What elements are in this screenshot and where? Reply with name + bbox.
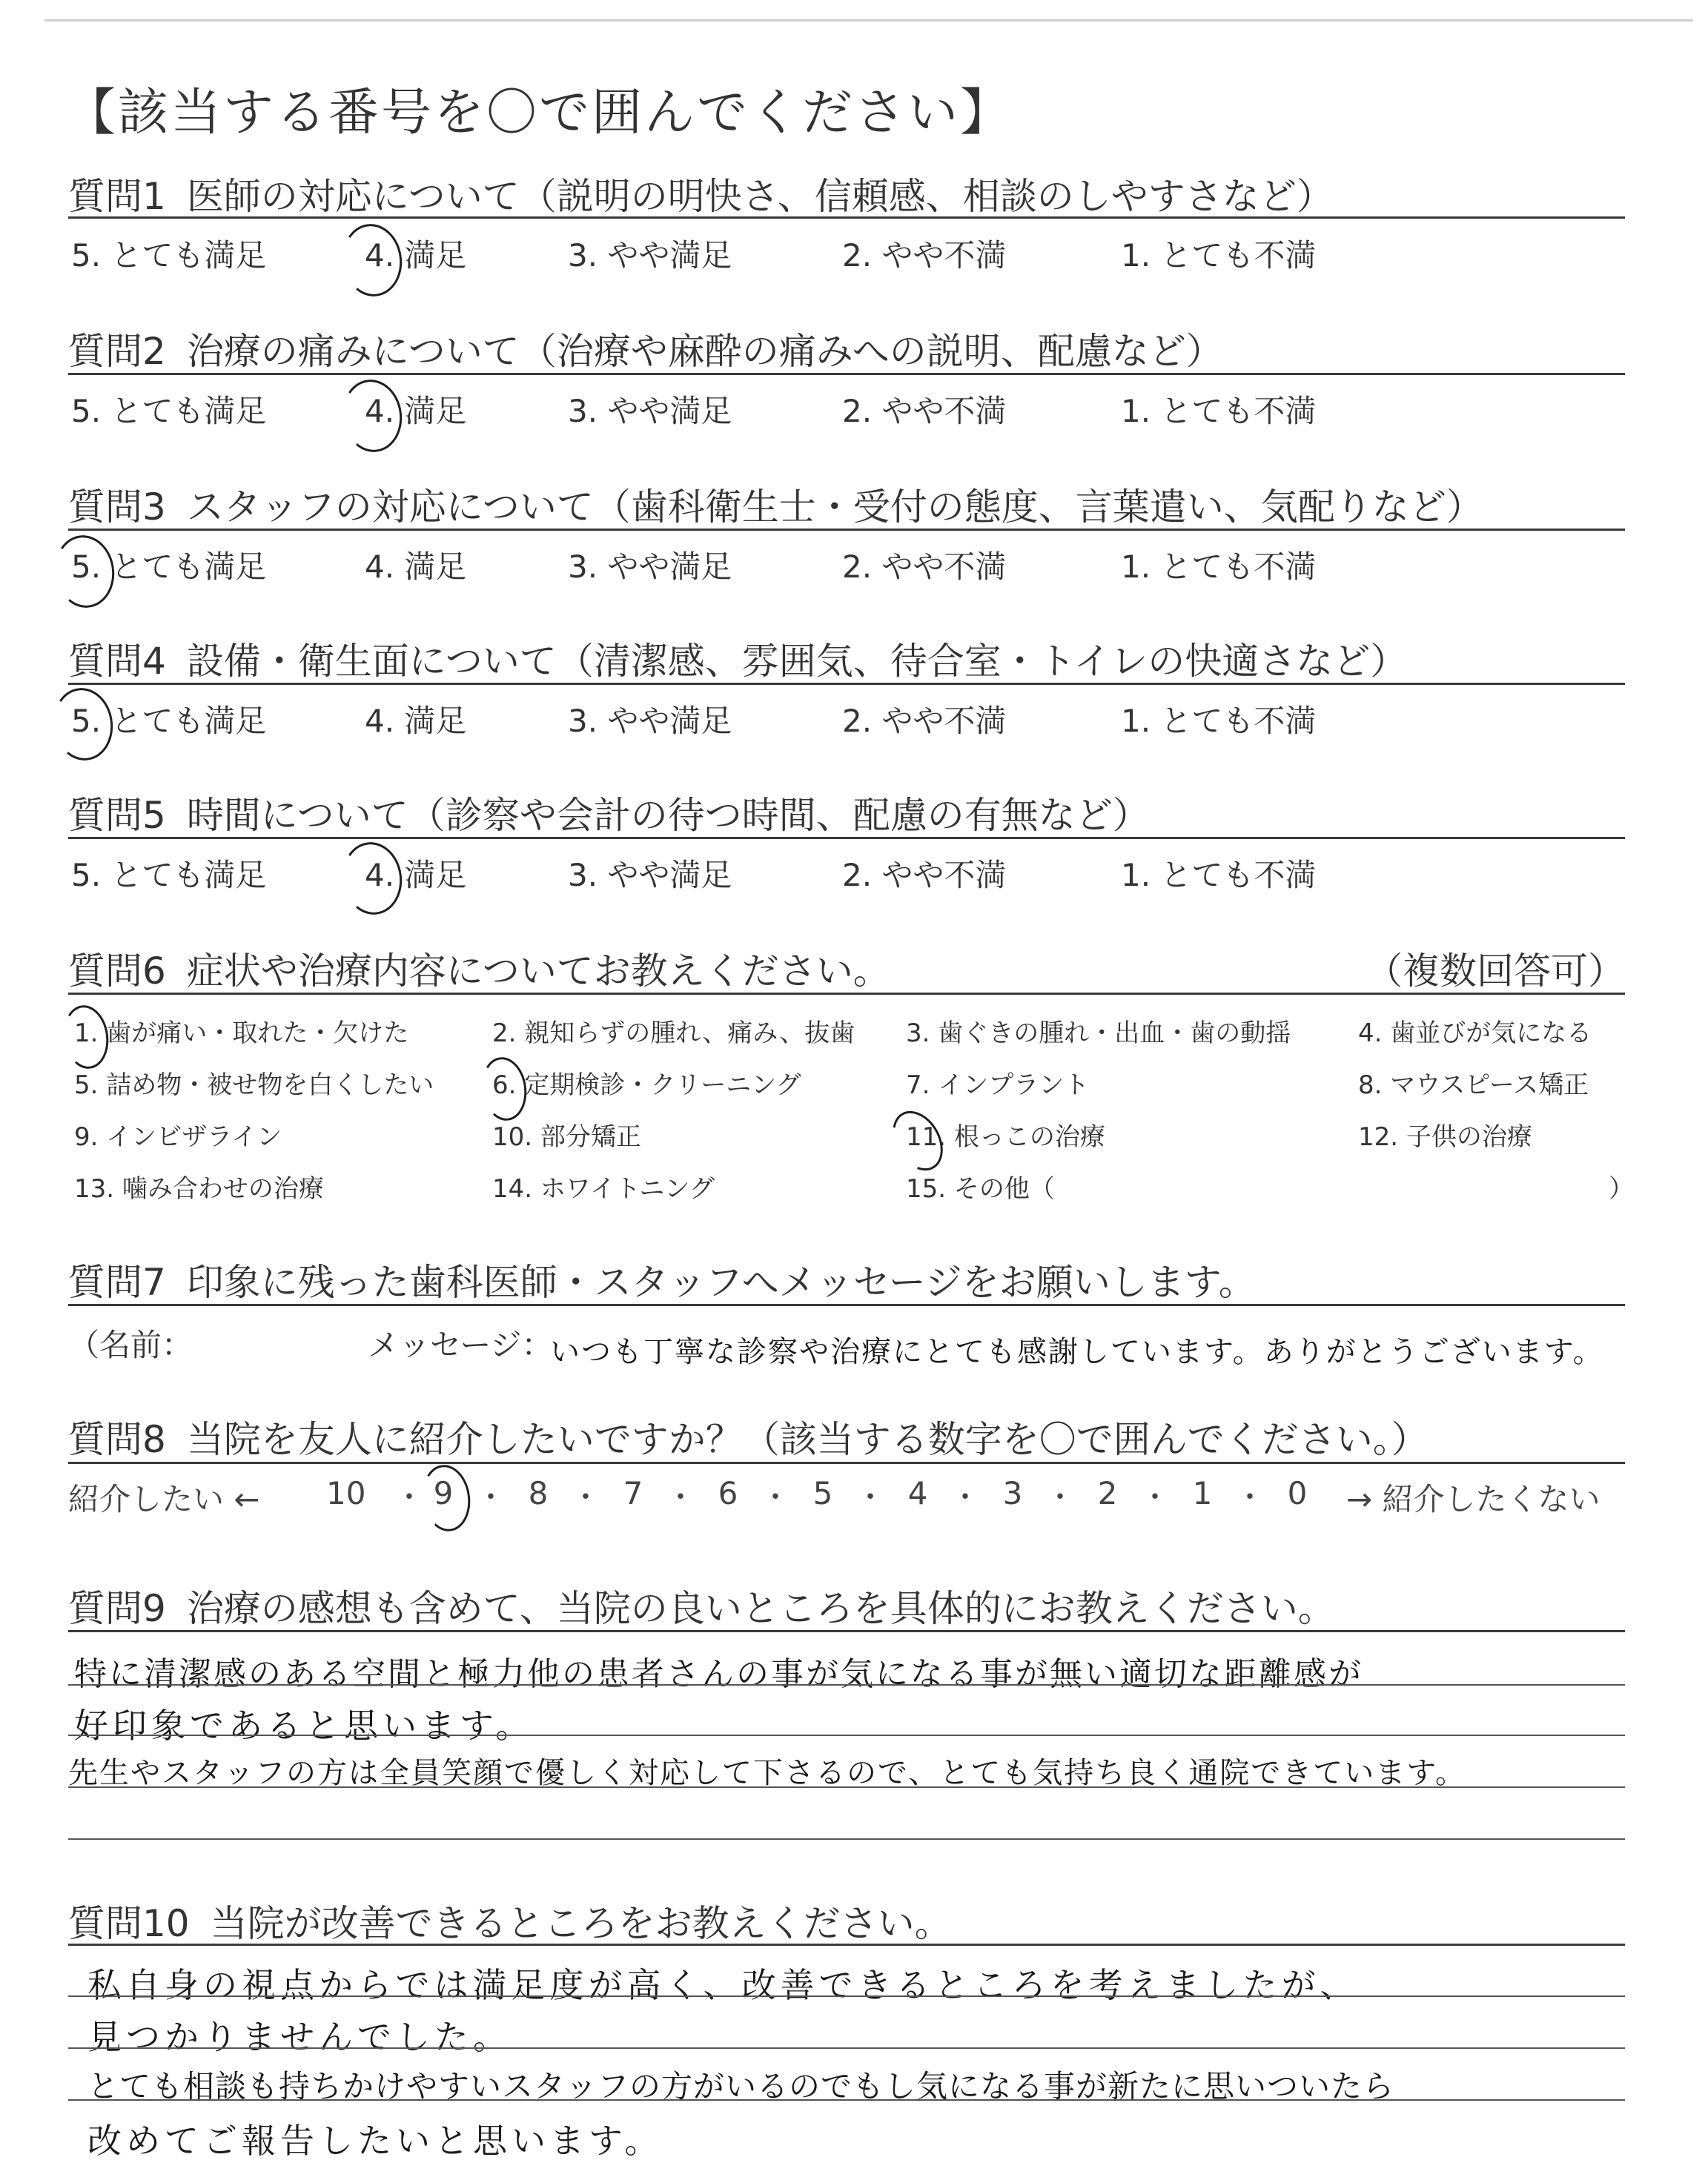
- q4-option-4[interactable]: 4. 満足: [365, 703, 467, 739]
- scale-7[interactable]: 7: [623, 1475, 643, 1511]
- symptom-option-15[interactable]: 15. その他（: [906, 1174, 1055, 1204]
- symptom-option-7[interactable]: 7. インプラント: [906, 1070, 1090, 1100]
- q3-option-1[interactable]: 1. とても不満: [1121, 549, 1317, 585]
- question-1-rule: [68, 216, 1625, 219]
- scale-4[interactable]: 4: [907, 1475, 928, 1511]
- question-3-rule: [68, 529, 1625, 531]
- q3-option-2[interactable]: 2. やや不満: [842, 549, 1007, 585]
- question-6-rule: [68, 993, 1625, 995]
- name-label: （名前：: [68, 1327, 193, 1363]
- q1-option-3[interactable]: 3. やや満足: [568, 237, 732, 274]
- q1-option-4[interactable]: 4. 満足: [365, 237, 467, 274]
- question-6-title: 質問6 症状や治療内容についてお教えください。: [68, 950, 890, 993]
- q10-answer-rule: [68, 2099, 1625, 2101]
- scale-10[interactable]: 10: [326, 1475, 366, 1511]
- scale-separator: ・: [855, 1480, 885, 1514]
- symptom-option-6[interactable]: 6. 定期検診・クリーニング: [492, 1070, 801, 1100]
- scale-5[interactable]: 5: [812, 1475, 833, 1511]
- symptom-option-14[interactable]: 14. ホワイトニング: [492, 1174, 715, 1204]
- q2-option-4[interactable]: 4. 満足: [365, 393, 467, 429]
- q10-answer-line-2: 見つかりませんでした。: [87, 2017, 512, 2057]
- question-2-title: 質問2 治療の痛みについて（治療や麻酔の痛みへの説明、配慮など）: [68, 330, 1223, 373]
- scale-separator: ・: [394, 1480, 424, 1514]
- question-9-title: 質問9 治療の感想も含めて、当院の良いところを具体的にお教えください。: [68, 1587, 1335, 1630]
- q10-answer-line-1: 私自身の視点からでは満足度が高く、改善できるところを考えましたが、: [87, 1965, 1359, 2005]
- scale-2[interactable]: 2: [1097, 1475, 1118, 1511]
- q9-answer-rule: [68, 1684, 1625, 1686]
- scale-0[interactable]: 0: [1287, 1475, 1308, 1511]
- scale-separator: ・: [1235, 1480, 1265, 1514]
- q2-option-2[interactable]: 2. やや不満: [842, 393, 1007, 429]
- symptom-option-11[interactable]: 11. 根っこの治療: [906, 1122, 1105, 1152]
- scale-1[interactable]: 1: [1192, 1475, 1213, 1511]
- q5-option-5[interactable]: 5. とても満足: [71, 857, 267, 893]
- scale-6[interactable]: 6: [718, 1475, 738, 1511]
- symptom-option-5[interactable]: 5. 詰め物・被せ物を白くしたい: [74, 1070, 434, 1100]
- q10-answer-line-4: 改めてご報告したいと思います。: [87, 2121, 663, 2161]
- q1-option-2[interactable]: 2. やや不満: [842, 237, 1007, 274]
- page-title: 【該当する番号を〇で囲んでください】: [65, 84, 1013, 142]
- q4-option-5[interactable]: 5. とても満足: [71, 703, 267, 739]
- q9-answer-rule: [68, 1838, 1625, 1840]
- q9-answer-rule: [68, 1786, 1625, 1788]
- q10-answer-rule: [68, 2047, 1625, 2049]
- q2-option-3[interactable]: 3. やや満足: [568, 393, 732, 429]
- question-7-title: 質問7 印象に残った歯科医師・スタッフへメッセージをお願いします。: [68, 1261, 1256, 1304]
- symptom-option-8[interactable]: 8. マウスピース矯正: [1358, 1070, 1589, 1100]
- scale-separator: ・: [666, 1480, 695, 1514]
- question-7-rule: [68, 1304, 1625, 1306]
- q4-option-1[interactable]: 1. とても不満: [1121, 703, 1317, 739]
- question-4-title: 質問4 設備・衛生面について（清潔感、雰囲気、待合室・トイレの快適さなど）: [68, 640, 1408, 683]
- q5-option-4[interactable]: 4. 満足: [365, 857, 467, 893]
- message-label: メッセージ：: [368, 1327, 553, 1363]
- question-5-title: 質問5 時間について（診察や会計の待つ時間、配慮の有無など）: [68, 794, 1150, 837]
- symptom-option-4[interactable]: 4. 歯並びが気になる: [1358, 1018, 1592, 1048]
- recommend-label: 紹介したい ←: [68, 1481, 260, 1517]
- q10-answer-rule: [68, 1995, 1625, 1997]
- multiple-answers-note: （複数回答可）: [1366, 950, 1625, 993]
- symptom-option-15-close: ）: [1609, 1174, 1634, 1204]
- scale-3[interactable]: 3: [1002, 1475, 1023, 1511]
- scale-separator: ・: [761, 1480, 790, 1514]
- q1-option-5[interactable]: 5. とても満足: [71, 237, 267, 274]
- not-recommend-label: → 紹介したくない: [1346, 1481, 1601, 1517]
- q3-option-4[interactable]: 4. 満足: [365, 549, 467, 585]
- q5-option-1[interactable]: 1. とても不満: [1121, 857, 1317, 893]
- message-answer: いつも丁寧な診察や治療にとても感謝しています。ありがとうございます。: [550, 1335, 1604, 1369]
- scale-9-selection-circle: [418, 1462, 474, 1534]
- q5-option-3[interactable]: 3. やや満足: [568, 857, 732, 893]
- question-10-title: 質問10 当院が改善できるところをお教えください。: [68, 1902, 952, 1945]
- question-5-rule: [68, 837, 1625, 839]
- q4-option-3[interactable]: 3. やや満足: [568, 703, 732, 739]
- q2-option-5[interactable]: 5. とても満足: [71, 393, 267, 429]
- question-4-rule: [68, 683, 1625, 685]
- q1-option-1[interactable]: 1. とても不満: [1121, 237, 1317, 274]
- q9-answer-rule: [68, 1735, 1625, 1736]
- top-divider: [44, 19, 1693, 21]
- q3-option-3[interactable]: 3. やや満足: [568, 549, 732, 585]
- q9-answer-line-2: 好印象であると思います。: [74, 1706, 534, 1746]
- q9-answer-line-3: 先生やスタッフの方は全員笑顔で優しく対応して下さるので、とても気持ち良く通院できています。: [68, 1756, 1466, 1790]
- symptom-option-9[interactable]: 9. インビザライン: [74, 1122, 282, 1152]
- symptom-option-10[interactable]: 10. 部分矯正: [492, 1122, 641, 1152]
- scale-separator: ・: [476, 1480, 506, 1514]
- question-1-title: 質問1 医師の対応について（説明の明快さ、信頼感、相談のしやすさなど）: [68, 175, 1334, 218]
- question-8-title: 質問8 当院を友人に紹介したいですか？（該当する数字を〇で囲んでください。）: [68, 1418, 1429, 1461]
- symptom-option-3[interactable]: 3. 歯ぐきの腫れ・出血・歯の動揺: [906, 1018, 1291, 1048]
- q2-option-1[interactable]: 1. とても不満: [1121, 393, 1317, 429]
- scale-8[interactable]: 8: [528, 1475, 549, 1511]
- question-3-title: 質問3 スタッフの対応について（歯科衛生士・受付の態度、言葉遣い、気配りなど）: [68, 486, 1483, 529]
- question-2-rule: [68, 373, 1625, 375]
- symptom-option-12[interactable]: 12. 子供の治療: [1358, 1122, 1532, 1152]
- question-9-rule: [68, 1630, 1625, 1632]
- scale-separator: ・: [571, 1480, 600, 1514]
- symptom-option-1[interactable]: 1. 歯が痛い・取れた・欠けた: [74, 1018, 409, 1048]
- q9-answer-line-1: 特に清潔感のある空間と極力他の患者さんの事が気になる事が無い適切な距離感が: [74, 1655, 1363, 1693]
- symptom-option-2[interactable]: 2. 親知らずの腫れ、痛み、抜歯: [492, 1018, 855, 1048]
- scale-separator: ・: [950, 1480, 980, 1514]
- q3-option-5[interactable]: 5. とても満足: [71, 549, 267, 585]
- scale-separator: ・: [1140, 1480, 1170, 1514]
- scale-9[interactable]: 9: [433, 1475, 454, 1511]
- q10-answer-line-3: とても相談も持ちかけやすいスタッフの方がいるのでもし気になる事が新たに思いついたら: [87, 2068, 1395, 2104]
- question-10-rule: [68, 1944, 1625, 1946]
- question-8-rule: [68, 1462, 1625, 1464]
- scale-separator: ・: [1045, 1480, 1075, 1514]
- q5-option-2[interactable]: 2. やや不満: [842, 857, 1007, 893]
- q4-option-2[interactable]: 2. やや不満: [842, 703, 1007, 739]
- symptom-option-13[interactable]: 13. 噛み合わせの治療: [74, 1174, 324, 1204]
